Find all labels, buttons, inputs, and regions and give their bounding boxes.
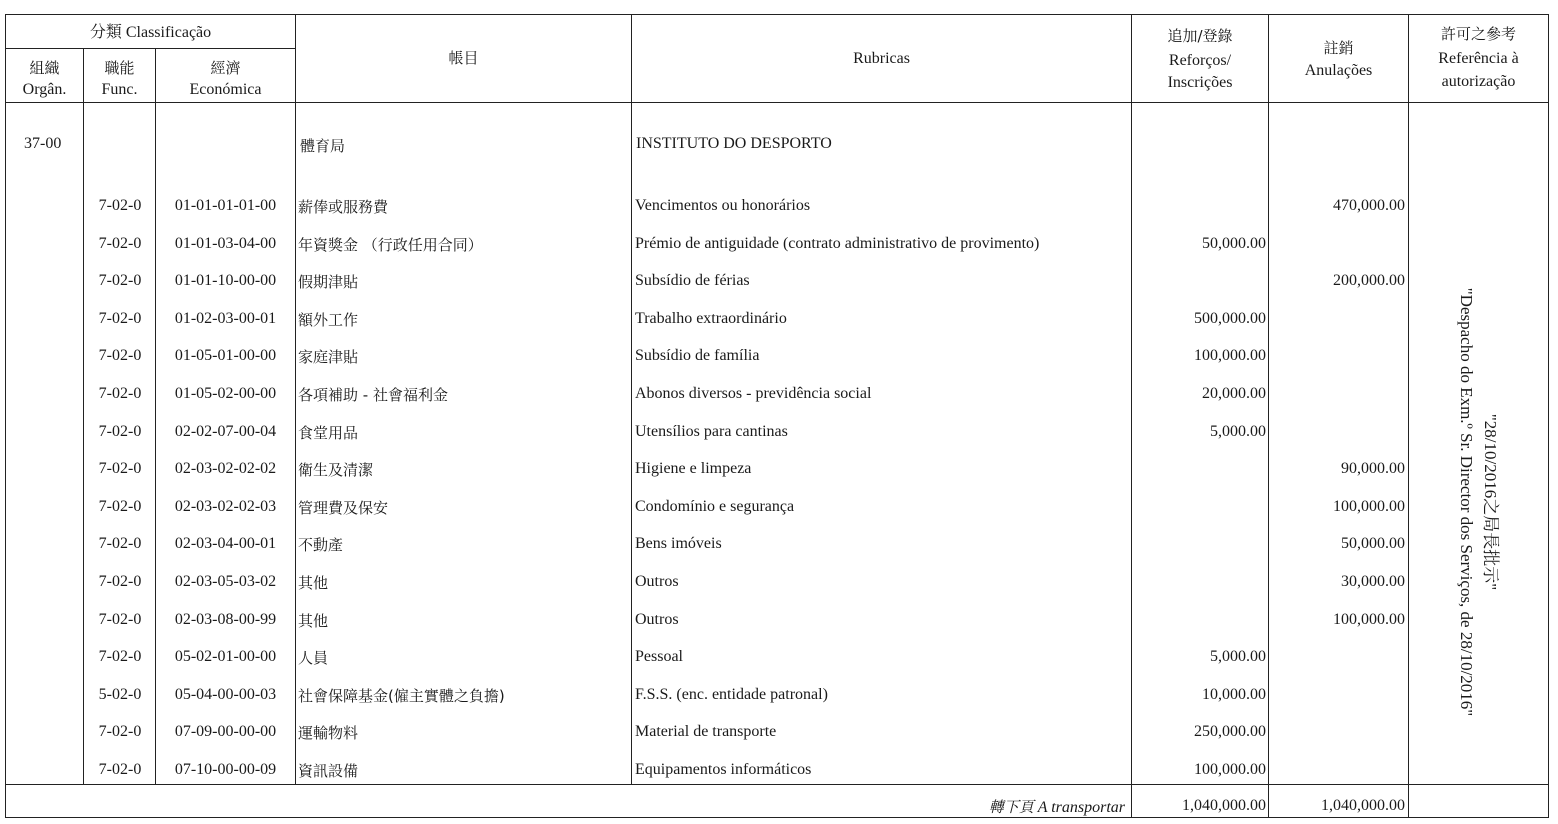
row-rubric-pt: Subsídio de férias (635, 272, 750, 289)
table-top-border (5, 14, 1548, 15)
header-anulacoes-zh: 註銷 (1323, 39, 1354, 57)
header-func-zh: 職能 (104, 59, 135, 77)
entity-name-pt: INSTITUTO DO DESPORTO (636, 135, 832, 152)
row-econ: 01-01-10-00-00 (174, 272, 277, 289)
footer-top-line (5, 784, 1548, 785)
header-reforcos-pt1: Reforços/ (1168, 52, 1232, 69)
row-rubric-zh: 年資獎金 （行政任用合同） (298, 236, 483, 254)
row-rubric-pt: Subsídio de família (635, 347, 760, 364)
row-func: 7-02-0 (98, 761, 142, 778)
header-func-pt: Func. (101, 81, 138, 98)
row-rubric-zh: 食堂用品 (298, 424, 359, 442)
row-econ: 02-03-04-00-01 (174, 535, 277, 552)
row-func: 7-02-0 (98, 197, 142, 214)
row-rubric-zh: 管理費及保安 (298, 499, 389, 517)
row-rubric-pt: F.S.S. (enc. entidade patronal) (635, 686, 828, 703)
row-econ: 02-03-05-03-02 (174, 573, 277, 590)
col-border-right (1548, 14, 1549, 818)
row-rubric-pt: Outros (635, 573, 679, 590)
footer-total-anulacoes: 1,040,000.00 (1321, 797, 1405, 814)
row-econ: 01-02-03-00-01 (174, 310, 277, 327)
row-func: 7-02-0 (98, 573, 142, 590)
row-reforco: 100,000.00 (1194, 347, 1266, 364)
header-anulacoes-pt: Anulações (1304, 62, 1373, 79)
row-rubric-pt: Bens imóveis (635, 535, 722, 552)
row-econ: 02-03-02-02-03 (174, 498, 277, 515)
row-anulacao: 200,000.00 (1333, 272, 1405, 289)
row-rubric-zh: 其他 (298, 574, 329, 592)
row-rubric-zh: 家庭津貼 (298, 348, 359, 366)
row-reforco: 10,000.00 (1202, 686, 1266, 703)
row-func: 7-02-0 (98, 460, 142, 477)
row-econ: 05-04-00-00-03 (174, 686, 277, 703)
row-func: 7-02-0 (98, 611, 142, 628)
col-border-anulacoes (1408, 14, 1409, 817)
header-reforcos-zh: 追加/登錄 (1167, 27, 1233, 45)
row-func: 7-02-0 (98, 423, 142, 440)
col-border-rubric-zh (631, 14, 632, 784)
authorization-line-2: "Despacho do Exm.º Sr. Director dos Serviços, de 28/10/2016" (1457, 287, 1476, 717)
row-rubric-pt: Material de transporte (635, 723, 777, 740)
row-anulacao: 50,000.00 (1341, 535, 1405, 552)
col-border-left (5, 14, 6, 818)
row-func: 7-02-0 (98, 235, 142, 252)
classification-subheader-line (5, 48, 295, 49)
row-econ: 07-09-00-00-00 (174, 723, 277, 740)
row-rubric-pt: Equipamentos informáticos (635, 761, 812, 778)
entity-organ: 37-00 (24, 135, 62, 152)
row-econ: 07-10-00-00-09 (174, 761, 277, 778)
footer-label-pt: A transportar (1037, 799, 1125, 816)
row-reforco: 100,000.00 (1194, 761, 1266, 778)
row-func: 7-02-0 (98, 385, 142, 402)
row-func: 7-02-0 (98, 498, 142, 515)
row-rubric-zh: 運輸物料 (298, 724, 359, 742)
row-econ: 02-02-07-00-04 (174, 423, 277, 440)
row-rubric-pt: Abonos diversos - previdência social (635, 385, 872, 402)
header-bottom-line (5, 102, 1548, 103)
row-rubric-zh: 額外工作 (298, 311, 359, 329)
row-anulacao: 90,000.00 (1341, 460, 1405, 477)
row-rubric-zh: 人員 (298, 649, 329, 667)
row-rubric-zh: 資訊設備 (298, 762, 359, 780)
header-ref-pt1: Referência à (1438, 50, 1519, 67)
row-econ: 01-01-01-01-00 (174, 197, 277, 214)
header-ref-zh: 許可之參考 (1440, 25, 1516, 43)
row-rubric-pt: Utensílios para cantinas (635, 423, 788, 440)
header-organ-zh: 組織 (29, 59, 60, 77)
row-func: 5-02-0 (98, 686, 142, 703)
row-reforco: 5,000.00 (1210, 423, 1266, 440)
row-reforco: 50,000.00 (1202, 235, 1266, 252)
col-border-func (155, 48, 156, 784)
row-reforco: 500,000.00 (1194, 310, 1266, 327)
header-reforcos-pt2: Inscrições (1167, 74, 1233, 91)
row-anulacao: 470,000.00 (1333, 197, 1405, 214)
header-econ-pt: Económica (189, 81, 262, 98)
row-func: 7-02-0 (98, 347, 142, 364)
row-reforco: 20,000.00 (1202, 385, 1266, 402)
header-econ-zh: 經濟 (210, 59, 241, 77)
row-econ: 05-02-01-00-00 (174, 648, 277, 665)
row-func: 7-02-0 (98, 648, 142, 665)
entity-name-zh: 體育局 (300, 137, 346, 155)
row-econ: 01-05-01-00-00 (174, 347, 277, 364)
row-rubric-pt: Condomínio e segurança (635, 498, 795, 515)
row-reforco: 5,000.00 (1210, 648, 1266, 665)
row-rubric-zh: 假期津貼 (298, 273, 359, 291)
col-border-organ (83, 48, 84, 784)
row-rubric-pt: Prémio de antiguidade (contrato administrativo de provimento) (635, 235, 1040, 252)
row-rubric-pt: Higiene e limpeza (635, 460, 752, 477)
row-rubric-zh: 各項補助 - 社會福利金 (298, 386, 448, 404)
row-func: 7-02-0 (98, 310, 142, 327)
col-border-reforcos (1268, 14, 1269, 817)
row-anulacao: 100,000.00 (1333, 611, 1405, 628)
row-rubric-pt: Vencimentos ou honorários (635, 197, 811, 214)
row-func: 7-02-0 (98, 723, 142, 740)
row-rubric-zh: 社會保障基金(僱主實體之負擔) (298, 687, 505, 705)
row-econ: 01-05-02-00-00 (174, 385, 277, 402)
row-econ: 02-03-02-02-02 (174, 460, 277, 477)
authorization-line-1: "28/10/2016之局長批示" (1481, 413, 1500, 591)
row-rubric-zh: 薪俸或服務費 (298, 198, 389, 216)
row-rubric-pt: Outros (635, 611, 679, 628)
header-organ-pt: Orgân. (22, 81, 67, 98)
row-anulacao: 100,000.00 (1333, 498, 1405, 515)
col-border-econ (295, 14, 296, 784)
header-classificacao: 分類 Classificação (89, 24, 212, 41)
header-rubricas-pt: Rubricas (853, 50, 910, 67)
header-rubricas-zh: 帳目 (448, 49, 479, 67)
header-ref-pt2: autorização (1441, 73, 1516, 90)
footer-transport-label (632, 797, 1125, 818)
row-func: 7-02-0 (98, 535, 142, 552)
row-anulacao: 30,000.00 (1341, 573, 1405, 590)
row-rubric-pt: Pessoal (635, 648, 683, 665)
row-rubric-zh: 不動產 (298, 536, 344, 554)
row-rubric-pt: Trabalho extraordinário (635, 310, 787, 327)
row-reforco: 250,000.00 (1194, 723, 1266, 740)
footer-total-reforcos: 1,040,000.00 (1182, 797, 1266, 814)
row-econ: 02-03-08-00-99 (174, 611, 277, 628)
row-econ: 01-01-03-04-00 (174, 235, 277, 252)
row-func: 7-02-0 (98, 272, 142, 289)
footer-label-zh: 轉下頁 (988, 798, 1034, 816)
row-rubric-zh: 其他 (298, 612, 329, 630)
row-rubric-zh: 衛生及清潔 (298, 461, 374, 479)
